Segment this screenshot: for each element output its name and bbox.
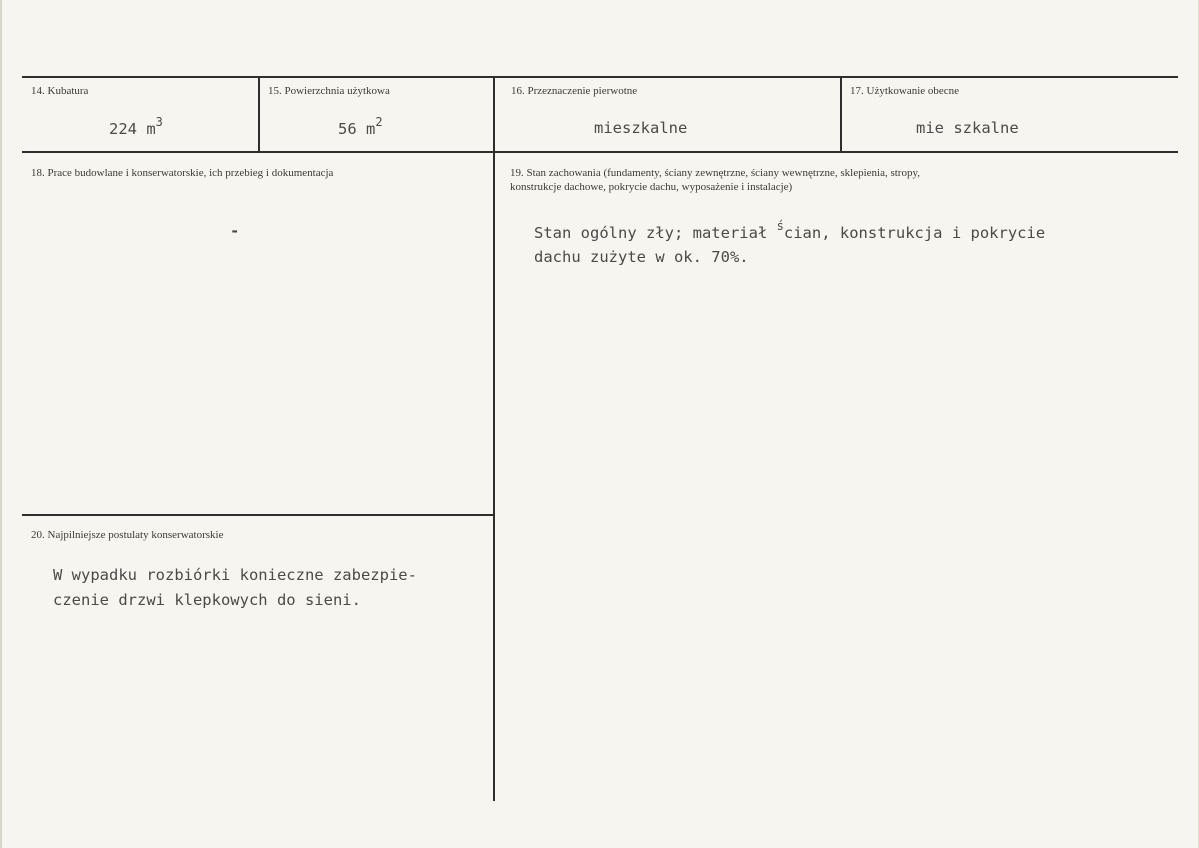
field-14-value — [109, 117, 163, 138]
divider-16-17 — [840, 77, 842, 152]
field-18-label: 18. Prace budowlane i konserwatorskie, ich przebieg i dokumentacja — [31, 167, 334, 179]
field-19-text-a: Stan ogólny zły; materiał — [534, 224, 777, 243]
field-14-exponent: 3 — [155, 115, 163, 129]
field-20-label: 20. Najpilniejsze postulaty konserwatorskie — [31, 529, 224, 541]
field-15-label: 15. Powierzchnia użytkowa — [268, 85, 390, 97]
field-15-number: 56 m — [338, 120, 376, 139]
mid-rule — [22, 151, 1178, 153]
field-20-value-line-2: czenie drzwi klepkowych do sieni. — [53, 591, 361, 609]
field-19-text-sup: ś — [776, 219, 784, 233]
field-17-value: mie szkalne — [916, 119, 1019, 137]
field-14-number: 224 m — [109, 120, 156, 139]
field-16-value: mieszkalne — [594, 119, 688, 137]
field-19-label-line-2: konstrukcje dachowe, pokrycie dachu, wyposażenie i instalacje) — [510, 181, 793, 193]
field-15-exponent: 2 — [375, 115, 383, 129]
field-18-value: - — [230, 222, 240, 240]
field-19-value-line-1 — [534, 221, 1045, 242]
main-divider — [493, 77, 495, 801]
field-19-value-line-2: dachu zużyte w ok. 70%. — [534, 248, 749, 266]
field-14-label: 14. Kubatura — [31, 85, 89, 97]
field-19-label-line-1: 19. Stan zachowania (fundamenty, ściany zewnętrzne, ściany wewnętrzne, sklepienia, stropy, — [510, 167, 921, 179]
field-15-value — [338, 117, 383, 138]
field-17-label: 17. Użytkowanie obecne — [850, 85, 960, 97]
left-split-rule — [22, 514, 494, 516]
top-rule — [22, 76, 1178, 78]
field-16-label: 16. Przeznaczenie pierwotne — [511, 85, 638, 97]
divider-14-15 — [258, 77, 260, 152]
field-19-text-b: cian, konstrukcja i pokrycie — [783, 224, 1046, 243]
field-20-value-line-1: W wypadku rozbiórki konieczne zabezpie- — [53, 566, 417, 584]
